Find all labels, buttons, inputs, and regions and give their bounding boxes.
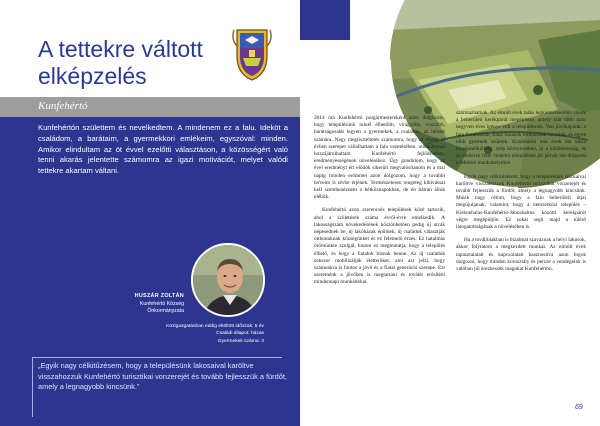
page-title [38,36,208,90]
page-number: 69 [575,404,583,411]
article-paragraph: Egyik nagy célkitűzésem, hogy a településünk lakosaival karöltve visszahozzuk Kunfehértó turisztikai vonzerejét és tovább fejlesszük a fürdőt, amely a legnagyobb kincsünk. Másik nagy célom, hogy a falu belterületi útjai megújuljanak, valamint, hogy a nemzetközi település – Kiskunhalas-Kunfehértó-Jánoshalma közötti kerékpárút végre megépüljön. Ez sokat segít majd a túlérő látogatottságának a növelésében is. [456,173,586,231]
person-name: HUSZÁR ZOLTÁN [134,293,184,299]
intro-text: Kunfehértón születtem és nevelkedtem. A mindenem ez a falu. Ideköt a családom, a barátaim, a gyermekkori emlékeim, egyszóval: minden. Amikor elindultam az öt évvel ezelőtti választáson, a közösségért való tenni akarás jelentette számomra az igazi motivációt, melyet valódi tettekre akartam váltani. [38,123,288,176]
org-line-1: Kunfehértó Község [139,301,184,307]
article-paragraph: Kunfehértó azon szerencsés települések közé tartozik, ahol a születések száma évről-évre emelkedik. A lakosságszám növekedésének köszönhetően pedig új utcák népesednek be, új lakóházak épülnek, új családok választják otthonuknak községünket és ez felemelő érzés. Ez hatalmas örömünkre szolgál, hiszen ez megmutatja, hogy a település élhető, és hogy a fiatalok bíznak benne. Az új családok sokszor mobilizálják életterüket, ami azt jelzi, hogy számunkra is fontos a jövő és a fiatal generáció szerepe. Ezt szeretnénk a jövőben is megtartani és tovább erősíteni mindennapi munkánkkal. [314,207,445,286]
right-page [300,0,600,426]
coat-of-arms-icon [231,26,273,82]
fact-list [38,323,264,345]
portrait-photo [191,243,265,317]
article-paragraph: származhatnak. Az elmúlt évek talán legkiemelkedőbb sikere a belterületi kerékpárút megépítése, amely már több mint negyven éves igénye volt a településnek. Van jövőképünk: a falu fiataloknak, fiatal házasok költözőnek hozzánk, és egyre több gyermek születik. Kunfehértó már évek óta nincs munkanélküliség, szép környezetben, jó a közbiztonság, és az emberek több védelmi településen jól járnak ide dolgozni a fehértói munkahelyekre. [456,110,586,167]
intro-panel [0,117,300,426]
pull-quote: „Egyik nagy célkitűzésem, hogy a településünk lakosaival karöltve visszahozzuk Kunfehértó turisztikai vonzerejét és tovább fejlesszük a fürdőt, amely a legnagyobb kincsünk.” [38,361,287,392]
fact-item: Gyermekek száma: 3 [217,338,264,344]
article-column-2 [456,110,586,279]
article-paragraph: 2014 óta Kunfehértó polgármestereként azon dolgozom, hogy településünk minél élhetőbb, virágzóbb, vonzóbb, barátságosabb legyen a gyermekek, a családok, az idősek számára. Nagy megtiszteltetés számomra, hogy az elmúlt öt évben szerepet vállalhattam a falu vezetésében, munkámmal hozzájárulhattam Kunfehértó fejlődéséhez, eredményességének növeléséhez. Úgy gondolom, hogy az ével eredményt ért elődök sikerült megvalósítanom és a mai napig minden erőmmel azon dolgozom, hogy a további terveim is révbe érjenek. Természetesen rengeteg kihívással kell szembenéznem a hétköznapokban, de én bátran állok elébük. [314,115,445,201]
section-bar [0,97,300,117]
article-column-1 [314,115,445,293]
section-label: Kunfehértó [38,100,88,112]
corner-block [300,0,350,40]
fact-item: Családi állapot: házas [216,331,264,337]
title-line-1: A tettekre váltott [38,36,203,62]
org-line-2: Önkormányzata [147,308,184,314]
title-line-2: elképzelés [38,63,147,89]
article-paragraph: Ha a továbbiakban is bizalmat szavaznak a helyi lakosok, akkor folytatom a megkezdett munkát. Az elmúlt évek tapasztalatait és kapcsolatait hasznosítva azon fogok dolgozni, hogy minden korosztály és persze a vendégeink is valóban jól érezhessék magukat Kunfehértón. [456,237,586,273]
fact-item: Közigazgatásban eddig eltöltött időszak: 5 év [166,324,264,329]
person-organization [92,301,184,315]
